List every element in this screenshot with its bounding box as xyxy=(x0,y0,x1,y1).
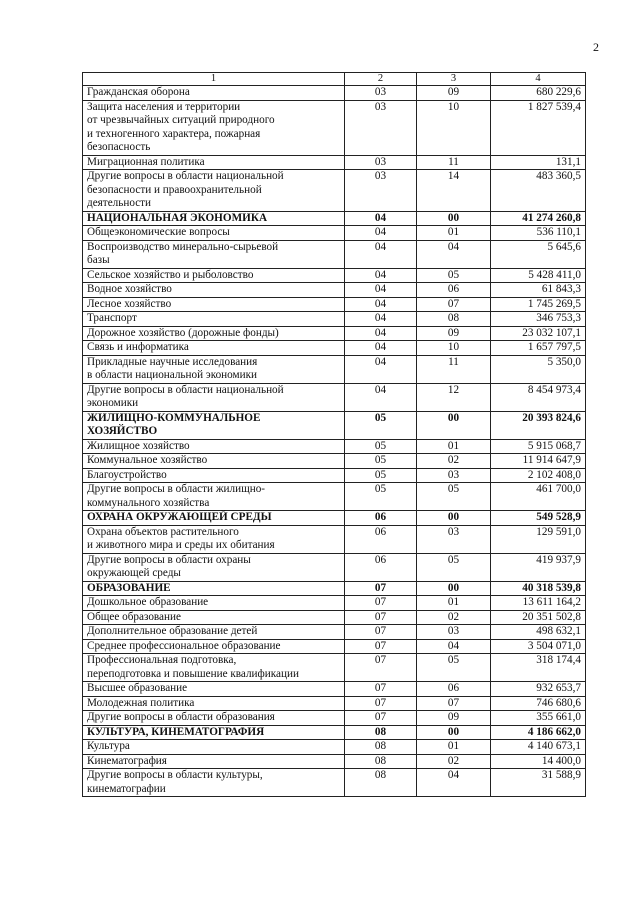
row-name-cell xyxy=(83,268,345,283)
section-code-cell: 05 xyxy=(345,439,417,454)
amount-cell: 346 753,3 xyxy=(491,312,586,327)
table-row xyxy=(83,454,586,469)
table-row xyxy=(83,682,586,697)
subsection-code-cell: 11 xyxy=(417,155,491,170)
amount-cell: 3 504 071,0 xyxy=(491,639,586,654)
amount-cell: 23 032 107,1 xyxy=(491,326,586,341)
amount-cell: 61 843,3 xyxy=(491,283,586,298)
table-row xyxy=(83,439,586,454)
row-name-cell xyxy=(83,226,345,241)
table-row xyxy=(83,312,586,327)
header-col-1: 1 xyxy=(83,73,345,86)
row-name-cell xyxy=(83,454,345,469)
subsection-code-cell: 01 xyxy=(417,740,491,755)
section-code-cell: 07 xyxy=(345,654,417,682)
header-col-4: 4 xyxy=(491,73,586,86)
row-name-line: Другие вопросы в области образования xyxy=(87,711,275,723)
row-name-line: и техногенного характера, пожарная xyxy=(87,127,261,140)
row-name-line: экономики xyxy=(87,397,139,409)
section-code-cell: 07 xyxy=(345,639,417,654)
amount-cell: 746 680,6 xyxy=(491,696,586,711)
subsection-code-cell: 03 xyxy=(417,468,491,483)
row-name-cell xyxy=(83,682,345,697)
row-name-cell xyxy=(83,610,345,625)
row-name-cell xyxy=(83,581,345,596)
subsection-code-cell: 04 xyxy=(417,639,491,654)
table-row xyxy=(83,740,586,755)
table-row xyxy=(83,297,586,312)
row-name-cell xyxy=(83,341,345,356)
amount-cell: 20 393 824,6 xyxy=(491,411,586,439)
subsection-code-cell: 09 xyxy=(417,86,491,101)
subsection-code-cell: 02 xyxy=(417,754,491,769)
amount-cell: 536 110,1 xyxy=(491,226,586,241)
subsection-code-cell: 03 xyxy=(417,625,491,640)
row-name-cell xyxy=(83,240,345,268)
section-code-cell: 08 xyxy=(345,725,417,740)
section-row xyxy=(83,725,586,740)
amount-cell: 5 428 411,0 xyxy=(491,268,586,283)
row-name-cell xyxy=(83,654,345,682)
row-name-cell xyxy=(83,769,345,797)
row-name-line: Гражданская оборона xyxy=(87,86,190,98)
table-row xyxy=(83,696,586,711)
section-code-cell: 04 xyxy=(345,341,417,356)
row-name-cell xyxy=(83,511,345,526)
section-row xyxy=(83,511,586,526)
page-number: 2 xyxy=(593,40,599,54)
subsection-code-cell: 07 xyxy=(417,297,491,312)
table-row xyxy=(83,383,586,411)
row-name-cell xyxy=(83,312,345,327)
row-name-line: Водное хозяйство xyxy=(87,283,172,295)
table-row xyxy=(83,654,586,682)
section-code-cell: 07 xyxy=(345,610,417,625)
row-name-cell xyxy=(83,326,345,341)
amount-cell: 11 914 647,9 xyxy=(491,454,586,469)
amount-cell: 932 653,7 xyxy=(491,682,586,697)
row-name-line: ЖИЛИЩНО-КОММУНАЛЬНОЕ xyxy=(87,411,261,424)
row-name-line: Дошкольное образование xyxy=(87,596,209,608)
row-name-cell xyxy=(83,383,345,411)
row-name-line: безопасность xyxy=(87,141,151,153)
amount-cell: 549 528,9 xyxy=(491,511,586,526)
amount-cell: 13 611 164,2 xyxy=(491,596,586,611)
row-name-cell xyxy=(83,525,345,553)
section-code-cell: 05 xyxy=(345,411,417,439)
section-row xyxy=(83,211,586,226)
amount-cell: 131,1 xyxy=(491,155,586,170)
table-row xyxy=(83,240,586,268)
subsection-code-cell: 11 xyxy=(417,355,491,383)
row-name-cell xyxy=(83,297,345,312)
section-code-cell: 07 xyxy=(345,625,417,640)
row-name-line: Профессиональная подготовка, xyxy=(87,654,237,666)
row-name-line: и животного мира и среды их обитания xyxy=(87,539,275,551)
subsection-code-cell: 10 xyxy=(417,341,491,356)
subsection-code-cell: 06 xyxy=(417,682,491,697)
row-name-cell xyxy=(83,100,345,155)
section-code-cell: 07 xyxy=(345,682,417,697)
section-code-cell: 05 xyxy=(345,468,417,483)
amount-cell: 129 591,0 xyxy=(491,525,586,553)
subsection-code-cell: 00 xyxy=(417,581,491,596)
row-name-cell xyxy=(83,86,345,101)
section-code-cell: 08 xyxy=(345,754,417,769)
row-name-cell xyxy=(83,283,345,298)
row-name-line: Благоустройство xyxy=(87,468,167,481)
section-code-cell: 06 xyxy=(345,553,417,581)
section-code-cell: 04 xyxy=(345,240,417,268)
row-name-line: деятельности xyxy=(87,197,152,209)
table-row xyxy=(83,170,586,212)
table-row xyxy=(83,553,586,581)
subsection-code-cell: 01 xyxy=(417,439,491,454)
amount-cell: 1 827 539,4 xyxy=(491,100,586,155)
table-row xyxy=(83,525,586,553)
subsection-code-cell: 09 xyxy=(417,711,491,726)
section-code-cell: 06 xyxy=(345,511,417,526)
row-name-line: Миграционная политика xyxy=(87,155,205,168)
subsection-code-cell: 00 xyxy=(417,725,491,740)
row-name-line: Дорожное хозяйство (дорожные фонды) xyxy=(87,326,279,339)
amount-cell: 355 661,0 xyxy=(491,711,586,726)
amount-cell: 680 229,6 xyxy=(491,86,586,101)
subsection-code-cell: 14 xyxy=(417,170,491,212)
row-name-cell xyxy=(83,439,345,454)
section-code-cell: 04 xyxy=(345,283,417,298)
header-col-2: 2 xyxy=(345,73,417,86)
row-name-cell xyxy=(83,483,345,511)
section-code-cell: 03 xyxy=(345,170,417,212)
subsection-code-cell: 05 xyxy=(417,268,491,283)
row-name-line: кинематографии xyxy=(87,782,166,795)
row-name-line: Жилищное хозяйство xyxy=(87,439,190,452)
row-name-line: Другие вопросы в области жилищно- xyxy=(87,483,266,495)
amount-cell: 461 700,0 xyxy=(491,483,586,511)
row-name-cell xyxy=(83,625,345,640)
table-row xyxy=(83,155,586,170)
table-row xyxy=(83,341,586,356)
amount-cell: 5 915 068,7 xyxy=(491,439,586,454)
row-name-cell xyxy=(83,696,345,711)
row-name-cell xyxy=(83,468,345,483)
amount-cell: 419 937,9 xyxy=(491,553,586,581)
section-code-cell: 05 xyxy=(345,483,417,511)
row-name-line: Охрана объектов растительного xyxy=(87,525,239,538)
row-name-cell xyxy=(83,639,345,654)
row-name-line: переподготовка и повышение квалификации xyxy=(87,667,299,680)
section-code-cell: 07 xyxy=(345,581,417,596)
row-name-cell xyxy=(83,170,345,212)
subsection-code-cell: 05 xyxy=(417,553,491,581)
amount-cell: 1 657 797,5 xyxy=(491,341,586,356)
row-name-line: Другие вопросы в области культуры, xyxy=(87,769,263,781)
subsection-code-cell: 03 xyxy=(417,525,491,553)
row-name-line: Защита населения и территории xyxy=(87,100,241,113)
table-row xyxy=(83,326,586,341)
table-row xyxy=(83,226,586,241)
subsection-code-cell: 09 xyxy=(417,326,491,341)
row-name-line: Транспорт xyxy=(87,312,137,324)
row-name-line: коммунального хозяйства xyxy=(87,496,210,509)
row-name-line: Воспроизводство минерально-сырьевой xyxy=(87,240,279,253)
row-name-cell xyxy=(83,355,345,383)
section-code-cell: 07 xyxy=(345,711,417,726)
section-code-cell: 04 xyxy=(345,355,417,383)
amount-cell: 498 632,1 xyxy=(491,625,586,640)
subsection-code-cell: 07 xyxy=(417,696,491,711)
subsection-code-cell: 00 xyxy=(417,411,491,439)
row-name-line: Молодежная политика xyxy=(87,696,195,709)
section-code-cell: 08 xyxy=(345,740,417,755)
section-code-cell: 03 xyxy=(345,86,417,101)
row-name-line: Прикладные научные исследования xyxy=(87,355,258,368)
row-name-line: Сельское хозяйство и рыболовство xyxy=(87,268,254,281)
row-name-line: Другие вопросы в области национальной xyxy=(87,383,284,396)
section-code-cell: 07 xyxy=(345,596,417,611)
row-name-line: в области национальной экономики xyxy=(87,369,258,381)
row-name-cell xyxy=(83,711,345,726)
row-name-line: Среднее профессиональное образование xyxy=(87,639,281,652)
section-code-cell: 04 xyxy=(345,211,417,226)
amount-cell: 41 274 260,8 xyxy=(491,211,586,226)
row-name-line: Дополнительное образование детей xyxy=(87,625,258,637)
row-name-line: Другие вопросы в области национальной xyxy=(87,170,284,182)
table-row xyxy=(83,610,586,625)
amount-cell: 20 351 502,8 xyxy=(491,610,586,625)
amount-cell: 483 360,5 xyxy=(491,170,586,212)
subsection-code-cell: 05 xyxy=(417,483,491,511)
amount-cell: 5 350,0 xyxy=(491,355,586,383)
section-code-cell: 04 xyxy=(345,268,417,283)
amount-cell: 318 174,4 xyxy=(491,654,586,682)
row-name-line: Коммунальное хозяйство xyxy=(87,454,208,466)
table-row xyxy=(83,596,586,611)
subsection-code-cell: 02 xyxy=(417,610,491,625)
row-name-line: Лесное хозяйство xyxy=(87,297,172,310)
row-name-line: окружающей среды xyxy=(87,567,181,579)
subsection-code-cell: 12 xyxy=(417,383,491,411)
row-name-line: Общее образование xyxy=(87,610,181,623)
subsection-code-cell: 01 xyxy=(417,596,491,611)
row-name-line: Общеэкономические вопросы xyxy=(87,226,230,238)
row-name-line: НАЦИОНАЛЬНАЯ ЭКОНОМИКА xyxy=(87,211,268,224)
section-code-cell: 03 xyxy=(345,100,417,155)
row-name-line: Культура xyxy=(87,740,130,752)
row-name-cell xyxy=(83,211,345,226)
header-col-3: 3 xyxy=(417,73,491,86)
section-code-cell: 03 xyxy=(345,155,417,170)
row-name-cell xyxy=(83,596,345,611)
row-name-line: ОБРАЗОВАНИЕ xyxy=(87,581,171,594)
table-row xyxy=(83,711,586,726)
amount-cell: 40 318 539,8 xyxy=(491,581,586,596)
row-name-line: безопасности и правоохранительной xyxy=(87,183,262,196)
row-name-line: Связь и информатика xyxy=(87,341,189,353)
row-name-line: Другие вопросы в области охраны xyxy=(87,553,251,566)
subsection-code-cell: 04 xyxy=(417,240,491,268)
subsection-code-cell: 00 xyxy=(417,511,491,526)
table-row xyxy=(83,268,586,283)
table-row xyxy=(83,100,586,155)
amount-cell: 14 400,0 xyxy=(491,754,586,769)
row-name-line: ХОЗЯЙСТВО xyxy=(87,425,158,437)
row-name-cell xyxy=(83,725,345,740)
row-name-cell xyxy=(83,740,345,755)
subsection-code-cell: 04 xyxy=(417,769,491,797)
section-code-cell: 06 xyxy=(345,525,417,553)
section-code-cell: 05 xyxy=(345,454,417,469)
section-code-cell: 04 xyxy=(345,226,417,241)
section-row xyxy=(83,581,586,596)
section-code-cell: 04 xyxy=(345,312,417,327)
table-row xyxy=(83,86,586,101)
section-code-cell: 07 xyxy=(345,696,417,711)
table-row xyxy=(83,355,586,383)
budget-table xyxy=(82,72,586,797)
amount-cell: 4 140 673,1 xyxy=(491,740,586,755)
amount-cell: 31 588,9 xyxy=(491,769,586,797)
table-row xyxy=(83,769,586,797)
subsection-code-cell: 08 xyxy=(417,312,491,327)
subsection-code-cell: 06 xyxy=(417,283,491,298)
row-name-line: Высшее образование xyxy=(87,682,188,694)
table-row xyxy=(83,625,586,640)
row-name-line: Кинематография xyxy=(87,754,167,767)
row-name-cell xyxy=(83,754,345,769)
table-row xyxy=(83,483,586,511)
row-name-line: от чрезвычайных ситуаций природного xyxy=(87,114,275,126)
amount-cell: 8 454 973,4 xyxy=(491,383,586,411)
row-name-line: базы xyxy=(87,254,110,266)
subsection-code-cell: 02 xyxy=(417,454,491,469)
row-name-cell xyxy=(83,553,345,581)
row-name-cell xyxy=(83,411,345,439)
subsection-code-cell: 00 xyxy=(417,211,491,226)
section-row xyxy=(83,411,586,439)
section-code-cell: 04 xyxy=(345,383,417,411)
table-row xyxy=(83,639,586,654)
row-name-line: ОХРАНА ОКРУЖАЮЩЕЙ СРЕДЫ xyxy=(87,511,272,523)
subsection-code-cell: 01 xyxy=(417,226,491,241)
amount-cell: 2 102 408,0 xyxy=(491,468,586,483)
table-row xyxy=(83,754,586,769)
section-code-cell: 04 xyxy=(345,297,417,312)
section-code-cell: 04 xyxy=(345,326,417,341)
table-row xyxy=(83,468,586,483)
subsection-code-cell: 05 xyxy=(417,654,491,682)
row-name-cell xyxy=(83,155,345,170)
table-header-row xyxy=(83,73,586,86)
table-row xyxy=(83,283,586,298)
amount-cell: 4 186 662,0 xyxy=(491,725,586,740)
amount-cell: 5 645,6 xyxy=(491,240,586,268)
row-name-line: КУЛЬТУРА, КИНЕМАТОГРАФИЯ xyxy=(87,725,265,738)
section-code-cell: 08 xyxy=(345,769,417,797)
amount-cell: 1 745 269,5 xyxy=(491,297,586,312)
subsection-code-cell: 10 xyxy=(417,100,491,155)
